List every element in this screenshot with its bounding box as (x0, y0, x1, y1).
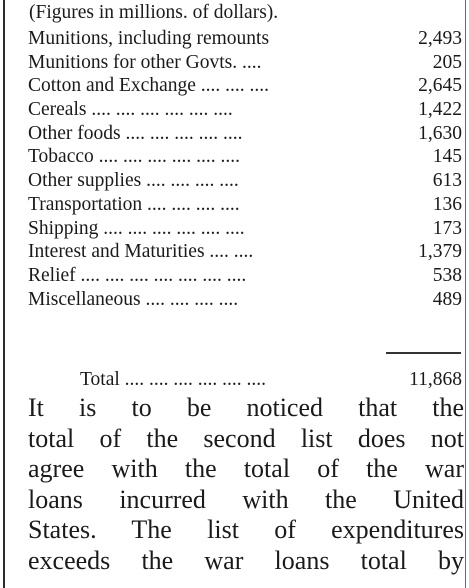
expenditure-table (28, 27, 462, 311)
row-value: 538 (432, 264, 462, 286)
row-label: Other foods .... .... .... .... .... (28, 122, 243, 144)
paragraph-line: loans incurred with the United (28, 484, 464, 514)
sum-divider (386, 352, 461, 354)
table-row (28, 240, 462, 264)
table-row (28, 27, 462, 51)
row-value: 1,379 (418, 241, 462, 263)
row-label: Cereals .... .... .... .... .... .... (28, 99, 233, 121)
row-value: 489 (432, 288, 462, 310)
table-row (28, 98, 462, 122)
paragraph-line: States. The list of expenditures (28, 515, 464, 544)
paragraph-line: agree with the total of the war (28, 454, 464, 483)
row-label: Relief .... .... .... .... .... .... .... (28, 264, 247, 286)
row-label: Munitions for other Govts. .... (28, 51, 262, 73)
table-row (28, 264, 462, 288)
table-row (28, 193, 462, 217)
column-rule-right (465, 0, 466, 588)
table-row (28, 288, 462, 312)
row-label: Other supplies .... .... .... .... (28, 170, 239, 192)
row-value: 205 (432, 51, 462, 73)
total-label: Total .... .... .... .... .... .... (80, 369, 267, 390)
table-row (28, 51, 462, 75)
table-caption: (Figures in millions. of dollars). (29, 2, 279, 23)
table-row (28, 122, 462, 146)
table-row (28, 145, 462, 169)
row-value: 613 (432, 170, 462, 192)
paragraph-line: total of the second list does not (28, 423, 464, 453)
row-label: Munitions, including remounts (28, 28, 270, 49)
row-label: Shipping .... .... .... .... .... .... (28, 217, 245, 239)
row-value: 1,422 (418, 99, 462, 121)
row-label: Interest and Maturities .... .... (28, 241, 254, 263)
row-value: 136 (432, 193, 462, 215)
body-paragraph (28, 393, 464, 576)
row-value: 1,630 (418, 122, 462, 144)
row-value: 2,645 (418, 75, 462, 97)
total-row (80, 368, 462, 392)
row-label: Transportation .... .... .... .... (28, 193, 240, 215)
table-row (28, 169, 462, 193)
paragraph-line: exceeds the war loans total by (28, 545, 464, 575)
row-value: 173 (432, 217, 462, 239)
paragraph-line: It is to be noticed that the (28, 393, 464, 422)
row-label: Miscellaneous .... .... .... .... (28, 288, 239, 310)
table-row (28, 217, 462, 241)
row-label: Cotton and Exchange .... .... .... (28, 75, 269, 97)
table-row (28, 74, 462, 98)
row-value: 2,493 (418, 28, 462, 49)
row-value: 145 (432, 146, 462, 168)
total-value: 11,868 (409, 369, 462, 390)
row-label: Tobacco .... .... .... .... .... .... (28, 146, 241, 168)
column-rule-left (3, 0, 5, 588)
